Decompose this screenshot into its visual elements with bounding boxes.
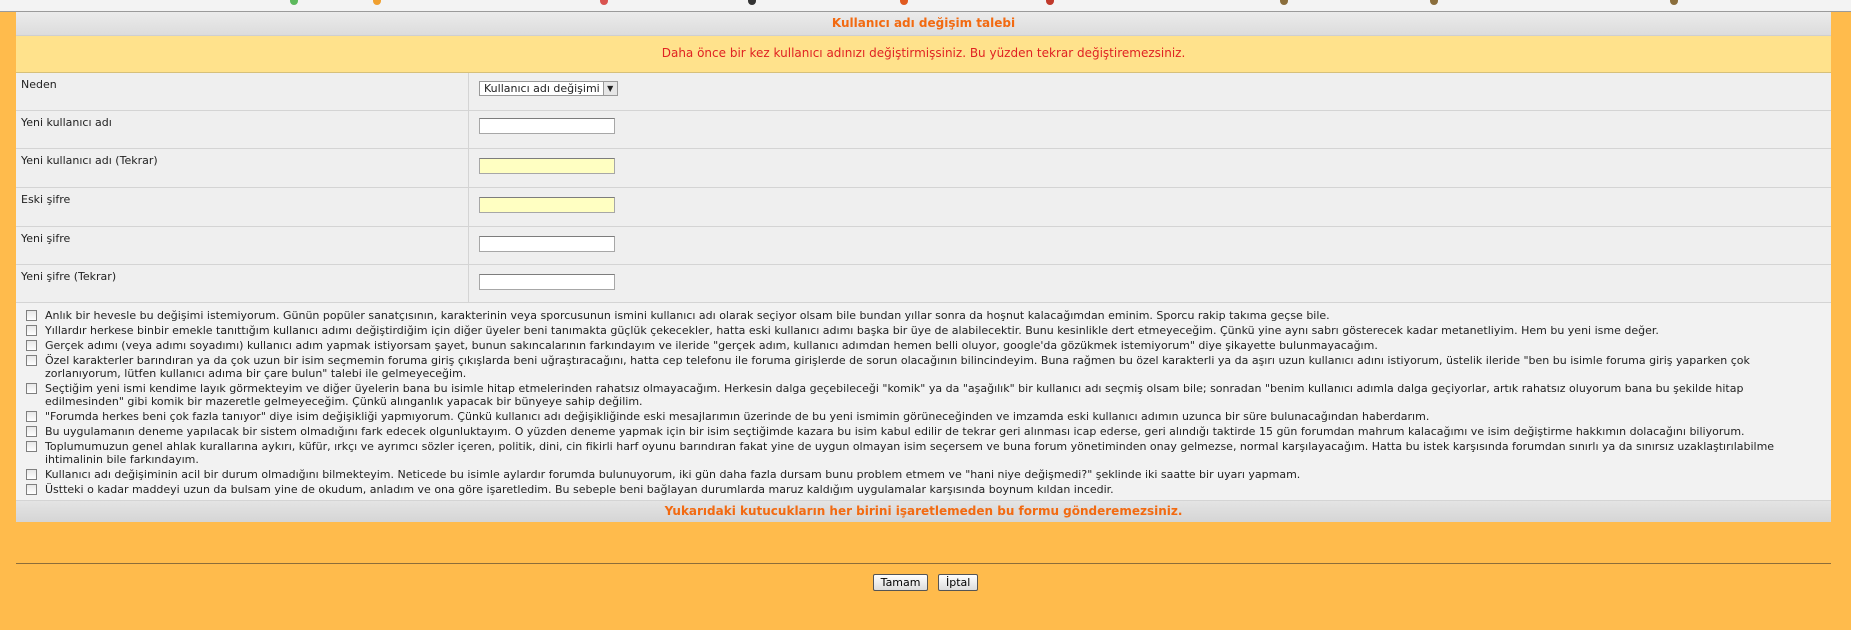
- new-username-label: Yeni kullanıcı adı: [16, 111, 469, 148]
- bookmark-icon: [600, 0, 608, 5]
- confirmation-checkbox[interactable]: [26, 411, 37, 422]
- chevron-down-icon[interactable]: ▼: [603, 82, 617, 95]
- confirmation-item: [26, 440, 1821, 466]
- confirmation-checkbox[interactable]: [26, 441, 37, 452]
- new-password-repeat-label: Yeni şifre (Tekrar): [16, 265, 469, 302]
- new-username-repeat-row: [16, 149, 1831, 188]
- confirmation-item: [26, 339, 1821, 352]
- warning-message: Daha önce bir kez kullanıcı adınızı değiştirmişsiniz. Bu yüzden tekrar değiştiremezsiniz.: [16, 36, 1831, 73]
- confirmation-item: [26, 425, 1821, 438]
- confirmation-text: Anlık bir hevesle bu değişimi istemiyorum. Günün popüler sanatçısının, karakterinin veya sporcusunun ismini kullanıcı adı olarak seçiyor olsam bile bundan yıllar sonra da hoşnut kalacağımdan eminim. Sporcu rakip takıma geçse bile.: [45, 309, 1330, 322]
- confirmation-checkbox[interactable]: [26, 484, 37, 495]
- confirmation-list: [16, 303, 1831, 501]
- new-username-repeat-input[interactable]: [479, 158, 615, 174]
- submit-button[interactable]: Tamam: [873, 574, 929, 591]
- new-password-repeat-input[interactable]: [479, 274, 615, 290]
- new-password-input[interactable]: [479, 236, 615, 252]
- reason-select[interactable]: [479, 81, 618, 96]
- confirmation-item: [26, 468, 1821, 481]
- confirmation-checkbox[interactable]: [26, 340, 37, 351]
- confirmation-text: Bu uygulamanın deneme yapılacak bir sistem olmadığını fark edecek olgunluktayım. O yüzden deneme yapmak için bir isim seçtiğimde kazara bu isim kabul edilir de tekrar geri alınması icap ederse, geri alındığı taktirde 15 gün forumdan mahrum kalacağımı ve isim değiştirme hakkımın dolacağını biliyorum.: [45, 425, 1745, 438]
- form-buttons: [0, 574, 1851, 591]
- confirmation-item: [26, 483, 1821, 496]
- confirmation-checkbox[interactable]: [26, 383, 37, 394]
- form-footnote: Yukarıdaki kutucukların her birini işaretlemeden bu formu gönderemezsiniz.: [16, 501, 1831, 522]
- form-title: Kullanıcı adı değişim talebi: [16, 12, 1831, 36]
- bookmark-icon: [1430, 0, 1438, 5]
- old-password-row: [16, 188, 1831, 227]
- old-password-label: Eski şifre: [16, 188, 469, 226]
- confirmation-text: "Forumda herkes beni çok fazla tanıyor" diye isim değişikliği yapmıyorum. Çünkü kullanıcı adı değişikliğinde eski mesajlarımın üzerinde de bu yeni ismimin görüneceğinden ve imzamda eski kullanıcı adımın uzunca bir süre bulunacağından haberdarım.: [45, 410, 1430, 423]
- confirmation-checkbox[interactable]: [26, 355, 37, 366]
- new-password-row: [16, 227, 1831, 265]
- bookmark-icon: [1046, 0, 1054, 5]
- confirmation-checkbox[interactable]: [26, 325, 37, 336]
- confirmation-text: Üstteki o kadar maddeyi uzun da bulsam yine de okudum, anladım ve ona göre işaretledim. Bu sebeple beni bağlayan durumlarda maruz kaldığım uygulamalar karşısında boynum kıldan incedir.: [45, 483, 1114, 496]
- bookmark-icon: [1280, 0, 1288, 5]
- reason-selected-value: Kullanıcı adı değişimi: [484, 82, 600, 95]
- confirmation-item: [26, 382, 1821, 408]
- username-change-form: [16, 12, 1831, 522]
- bookmark-icon: [290, 0, 298, 5]
- confirmation-checkbox[interactable]: [26, 469, 37, 480]
- bookmark-icon: [748, 0, 756, 5]
- confirmation-checkbox[interactable]: [26, 310, 37, 321]
- bookmark-icon: [900, 0, 908, 5]
- bookmark-icon: [1670, 0, 1678, 5]
- confirmation-text: Seçtiğim yeni ismi kendime layık görmekteyim ve diğer üyelerin bana bu isimle hitap etmelerinden rahatsız olmayacağım. Herkesin dalga geçebileceği "komik" ya da "aşağılık" bir kullanıcı adı seçmiş olsam bile; sonradan "benim kullanıcı adımla dalga geçiyorlar, artık rahatsız oluyorum bana bu şekilde hitap edilmesinden" gibi komik bir mazeretle gelmeyeceğim. Çünkü alınganlık yapacak bir bünyeye sahip değilim.: [45, 382, 1744, 408]
- reason-row: [16, 73, 1831, 111]
- new-username-input[interactable]: [479, 118, 615, 134]
- browser-bookmarks-strip: [0, 0, 1851, 12]
- reason-label: Neden: [16, 73, 469, 110]
- new-password-repeat-row: [16, 265, 1831, 303]
- confirmation-item: [26, 354, 1821, 380]
- confirmation-item: [26, 410, 1821, 423]
- confirmation-item: [26, 309, 1821, 322]
- confirmation-text: Gerçek adımı (veya adımı soyadımı) kullanıcı adım yapmak istiyorsam şayet, bunun sakıncalarının farkındayım ve ileride "gerçek adım, kullanıcı adımdan hemen belli oluyor, google'da gözükmek istemiyorum" diye şikayette bulunmayacağım.: [45, 339, 1378, 352]
- new-password-label: Yeni şifre: [16, 227, 469, 264]
- confirmation-text: Kullanıcı adı değişiminin acil bir durum olmadığını bilmekteyim. Neticede bu isimle aylardır forumda bulunuyorum, iki gün daha fazla dursam bunu problem etmem ve "hani niye değişmedi?" şeklinde iki saatte bir uyarı yapmam.: [45, 468, 1301, 481]
- new-username-row: [16, 111, 1831, 149]
- confirmation-text: Yıllardır herkese binbir emekle tanıttığım kullanıcı adımı değiştirdiğim için diğer üyeler beni tanımakta güçlük çekecekler, hatta eski kullanıcı adımı başka bir üye de alabilecektir. Bunu kesinlikle dert etmeyeceğim. Çünkü yine aynı sabrı gösterecek kadar metanetliyim. Hem bu yeni isme değer.: [45, 324, 1659, 337]
- old-password-input[interactable]: [479, 197, 615, 213]
- bookmark-icon: [373, 0, 381, 5]
- confirmation-item: [26, 324, 1821, 337]
- confirmation-text: Özel karakterler barındıran ya da çok uzun bir isim seçmemin foruma giriş çıkışlarda beni uğraştıracağını, hatta cep telefonu ile foruma girişlerde de sorun olacağının bilincindeyim. Buna rağmen bu özel karakterli ya da aşırı uzun kullanıcı adını istiyorum, üstelik ileride "ben bu isimle foruma giriş yaparken çok zorlanıyorum, lütfen kullanıcı adıma bir çare bulun" talebi ile gelmeyeceğim.: [45, 354, 1750, 380]
- divider: [16, 563, 1831, 564]
- confirmation-text: Toplumumuzun genel ahlak kurallarına aykırı, küfür, ırkçı ve ayrımcı sözler içeren, politik, dini, cin fikirli harf oyunu barındıran fakat yine de uygun olmayan isim seçersem ve buna forum yönetiminden onay gelmezse, normal karşılayacağım. Hatta bu istek karşısında forumdan sınırlı ya da sınırsız uzaklaştırılabilme ihtimalinin bile farkındayım.: [45, 440, 1775, 466]
- cancel-button[interactable]: İptal: [938, 574, 978, 591]
- confirmation-checkbox[interactable]: [26, 426, 37, 437]
- new-username-repeat-label: Yeni kullanıcı adı (Tekrar): [16, 149, 469, 187]
